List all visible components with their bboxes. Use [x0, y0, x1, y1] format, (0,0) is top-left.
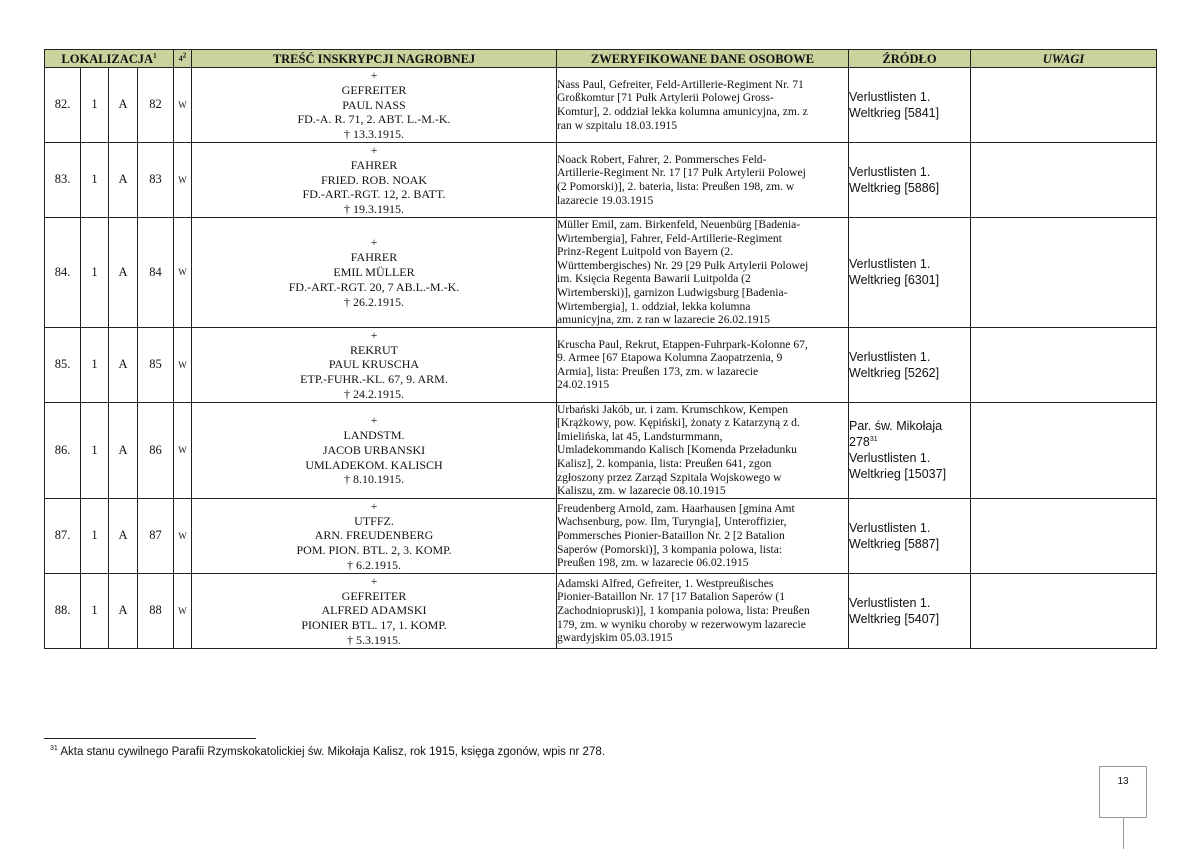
- table-row: [45, 142, 1157, 217]
- inscription-line: † 6.2.1915.: [347, 558, 401, 573]
- source-cell: [849, 217, 971, 327]
- inscription-line: PAUL NASS: [342, 97, 406, 112]
- location-row: A: [109, 142, 138, 217]
- verified-data-cell: [557, 402, 849, 498]
- inscription-line: FD.-A. R. 71, 2. ABT. L.-M.-K.: [297, 112, 451, 127]
- location-row: A: [109, 402, 138, 498]
- source-cell: [849, 68, 971, 143]
- location-sector: 1: [81, 402, 109, 498]
- burial-register-table: [44, 49, 1157, 649]
- data-line: Pionier-Bataillon Nr. 17 [17 Batalion Saperów (1: [557, 590, 786, 604]
- data-line: Imielińska, lat 45, Landsturmmann,: [557, 429, 723, 443]
- inscription-line: FAHRER: [350, 250, 398, 265]
- remarks-cell: [971, 498, 1157, 573]
- data-line: Kaliszu, zm. w lazarecie 08.10.1915: [557, 484, 726, 498]
- location-grave: 85: [138, 327, 174, 402]
- location-row: A: [109, 217, 138, 327]
- inscription-cell: [192, 142, 557, 217]
- row-number: 85.: [45, 327, 81, 402]
- data-line: [Krążkowy, pow. Kępiński], żonaty z Katarzyną z d.: [557, 416, 800, 430]
- source-line: Weltkrieg [5841]: [849, 105, 940, 120]
- data-line: Artillerie-Regiment Nr. 17 [17 Pułk Artylerii Polowej: [557, 166, 806, 180]
- data-line: Wachsenburg, pow. Ilm, Turyngia], Unteroffizier,: [557, 515, 787, 529]
- inscription-line: LANDSTM.: [343, 428, 405, 443]
- verified-data-cell: [557, 217, 849, 327]
- inscription-cell: [192, 68, 557, 143]
- row-number: 86.: [45, 402, 81, 498]
- inscription-line: † 19.3.1915.: [344, 202, 404, 217]
- source-line: [849, 434, 970, 450]
- inscription-line: † 8.10.1915.: [344, 472, 404, 487]
- grave-type: W: [174, 142, 192, 217]
- data-line: Urbański Jakób, ur. i zam. Krumschkow, Kempen: [557, 402, 789, 416]
- inscription-line: REKRUT: [350, 342, 398, 357]
- data-line: Armia], lista: Preußen 173, zm. w lazarecie: [557, 364, 759, 378]
- source-line: Verlustlisten 1.: [849, 520, 931, 535]
- inscription-line: FD.-ART.-RGT. 12, 2. BATT.: [302, 187, 446, 202]
- inscription-line: +: [370, 68, 378, 82]
- source-line: Weltkrieg [6301]: [849, 273, 940, 288]
- data-line: Müller Emil, zam. Birkenfeld, Neuenbürg [Badenia-: [557, 217, 801, 231]
- footnote-divider: [44, 738, 256, 739]
- inscription-line: +: [370, 573, 378, 588]
- header-zrodlo: ŹRÓDŁO: [849, 50, 971, 68]
- table-row: [45, 327, 1157, 402]
- location-grave: 87: [138, 498, 174, 573]
- location-sector: 1: [81, 498, 109, 573]
- inscription-line: † 13.3.1915.: [344, 127, 404, 142]
- inscription-line: ARN. FREUDENBERG: [314, 528, 434, 543]
- header-tresc: TREŚĆ INSKRYPCJI NAGROBNEJ: [192, 50, 557, 68]
- remarks-cell: [971, 68, 1157, 143]
- data-line: Wirtemberski)], garnizon Ludwigsburg [Badenia-: [557, 285, 788, 299]
- row-number: 84.: [45, 217, 81, 327]
- verified-data-cell: [557, 327, 849, 402]
- footnote-number: 31: [50, 745, 58, 753]
- data-line: 9. Armee [67 Etapowa Kolumna Zaopatrzenia, 9: [557, 351, 783, 365]
- inscription-line: PIONIER BTL. 17, 1. KOMP.: [301, 618, 447, 633]
- location-row: A: [109, 68, 138, 143]
- data-line: Nass Paul, Gefreiter, Feld-Artillerie-Regiment Nr. 71: [557, 77, 804, 91]
- inscription-line: GEFREITER: [341, 588, 407, 603]
- source-cell: [849, 498, 971, 573]
- data-line: Preußen 198, zm. w lazarecie 06.02.1915: [557, 556, 749, 570]
- inscription-line: PAUL KRUSCHA: [328, 357, 420, 372]
- data-line: ran w szpitalu 18.03.1915: [557, 118, 678, 132]
- row-number: 88.: [45, 573, 81, 648]
- table-row: [45, 498, 1157, 573]
- inscription-cell: [192, 402, 557, 498]
- inscription-line: ALFRED ADAMSKI: [321, 603, 427, 618]
- data-line: zgłoszony przez Zarząd Szpitala Wojskowego w: [557, 470, 782, 484]
- location-row: A: [109, 498, 138, 573]
- data-line: Zachodniopruski)], 1 kompania polowa, lista: Preußen: [557, 604, 810, 618]
- source-line: Verlustlisten 1.: [849, 257, 931, 272]
- footnote: [50, 746, 605, 758]
- source-cell: [849, 142, 971, 217]
- location-row: A: [109, 573, 138, 648]
- source-line: Verlustlisten 1.: [849, 89, 931, 104]
- inscription-line: UMLADEKOM. KALISCH: [305, 457, 443, 472]
- grave-type: W: [174, 327, 192, 402]
- inscription-line: FAHRER: [350, 157, 398, 172]
- location-grave: 83: [138, 142, 174, 217]
- inscription-line: FD.-ART.-RGT. 20, 7 AB.L.-M.-K.: [288, 279, 460, 294]
- data-line: 24.02.1915: [557, 378, 610, 392]
- remarks-cell: [971, 402, 1157, 498]
- data-line: lazarecie 19.03.1915: [557, 193, 654, 207]
- footnote-text: Akta stanu cywilnego Parafii Rzymskokatolickiej św. Mikołaja Kalisz, rok 1915, księga zgonów, wpis nr 278.: [57, 746, 605, 758]
- inscription-line: ETP.-FUHR.-KL. 67, 9. ARM.: [300, 372, 448, 387]
- location-sector: 1: [81, 68, 109, 143]
- header-row: [45, 50, 1157, 68]
- location-row: A: [109, 327, 138, 402]
- grave-type: W: [174, 217, 192, 327]
- data-line: im. Księcia Regenta Bawarii Luitpolda (2: [557, 272, 751, 286]
- row-number: 82.: [45, 68, 81, 143]
- data-line: Prinz-Regent Luitpold von Bayern (2.: [557, 245, 734, 259]
- inscription-line: +: [370, 235, 378, 250]
- location-sector: 1: [81, 217, 109, 327]
- page-number-line: [1123, 818, 1124, 849]
- data-line: Umladekommando Kalisch [Komenda Przeładunku: [557, 443, 797, 457]
- source-cell: [849, 402, 971, 498]
- inscription-line: +: [370, 498, 378, 513]
- page-number: 13: [1117, 776, 1129, 787]
- data-line: Noack Robert, Fahrer, 2. Pommersches Feld-: [557, 152, 767, 166]
- header-lokalizacja: LOKALIZACJA$^1$: [45, 50, 174, 68]
- table-row: [45, 573, 1157, 648]
- grave-type: W: [174, 68, 192, 143]
- location-grave: 86: [138, 402, 174, 498]
- inscription-cell: [192, 498, 557, 573]
- source-line: Weltkrieg [5886]: [849, 180, 940, 195]
- location-sector: 1: [81, 142, 109, 217]
- inscription-line: +: [370, 413, 378, 428]
- table-row: [45, 217, 1157, 327]
- data-line: Freudenberg Arnold, zam. Haarhausen [gmina Amt: [557, 501, 795, 515]
- data-line: Großkomtur [71 Pułk Artylerii Polowej Gross-: [557, 91, 774, 105]
- data-line: Pommersches Pionier-Bataillon Nr. 2 [2 Batalion: [557, 529, 785, 543]
- inscription-cell: [192, 573, 557, 648]
- source-line: Verlustlisten 1.: [849, 349, 931, 364]
- row-number: 83.: [45, 142, 81, 217]
- inscription-line: † 5.3.1915.: [347, 633, 401, 648]
- data-line: 179, zm. w wyniku choroby w rezerwowym lazarecie: [557, 617, 806, 631]
- remarks-cell: [971, 573, 1157, 648]
- source-line: Par. św. Mikołaja: [849, 419, 943, 434]
- verified-data-cell: [557, 142, 849, 217]
- remarks-cell: [971, 142, 1157, 217]
- data-line: Kruscha Paul, Rekrut, Etappen-Fuhrpark-Kolonne 67,: [557, 337, 808, 351]
- header-dane: ZWERYFIKOWANE DANE OSOBOWE: [557, 50, 849, 68]
- inscription-line: † 24.2.1915.: [344, 386, 404, 401]
- source-cell: [849, 327, 971, 402]
- header-uwagi: UWAGI: [971, 50, 1157, 68]
- page-number-box: [1099, 766, 1147, 818]
- inscription-line: +: [370, 327, 378, 342]
- inscription-line: JACOB URBANSKI: [322, 442, 426, 457]
- source-line: Weltkrieg [15037]: [849, 467, 947, 482]
- location-sector: 1: [81, 327, 109, 402]
- location-grave: 84: [138, 217, 174, 327]
- header-col4: $4^2$: [174, 50, 192, 68]
- inscription-line: UTFFZ.: [354, 513, 394, 528]
- inscription-line: EMIL MÜLLER: [333, 264, 415, 279]
- footnote-ref[interactable]: 31: [869, 436, 878, 444]
- data-line: Komtur], 2. oddział lekka kolumna amunicyjna, zm. z: [557, 104, 808, 118]
- location-grave: 88: [138, 573, 174, 648]
- data-line: Wirtembergia], 1. oddział, lekka kolumna: [557, 299, 751, 313]
- data-line: amunicyjna, zm. z ran w lazarecie 26.02.1915: [557, 313, 771, 327]
- location-grave: 82: [138, 68, 174, 143]
- source-line: Weltkrieg [5887]: [849, 536, 940, 551]
- inscription-line: +: [370, 142, 378, 157]
- remarks-cell: [971, 327, 1157, 402]
- data-line: (2 Pomorski)], 2. bateria, lista: Preußen 198, zm. w: [557, 179, 795, 193]
- table-row: [45, 68, 1157, 143]
- source-line: Verlustlisten 1.: [849, 595, 931, 610]
- inscription-line: GEFREITER: [341, 82, 407, 97]
- source-line: Verlustlisten 1.: [849, 164, 931, 179]
- source-line: Verlustlisten 1.: [849, 451, 931, 466]
- data-line: Adamski Alfred, Gefreiter, 1. Westpreußisches: [557, 576, 774, 590]
- data-line: Württembergisches) Nr. 29 [29 Pułk Artylerii Polowej: [557, 258, 809, 272]
- grave-type: W: [174, 498, 192, 573]
- verified-data-cell: [557, 498, 849, 573]
- verified-data-cell: [557, 573, 849, 648]
- grave-type: W: [174, 573, 192, 648]
- location-sector: 1: [81, 573, 109, 648]
- inscription-cell: [192, 217, 557, 327]
- inscription-line: FRIED. ROB. NOAK: [320, 172, 427, 187]
- table-row: [45, 402, 1157, 498]
- inscription-cell: [192, 327, 557, 402]
- row-number: 87.: [45, 498, 81, 573]
- data-line: Wirtembergia], Fahrer, Feld-Artillerie-Regiment: [557, 231, 782, 245]
- source-cell: [849, 573, 971, 648]
- data-line: Saperów (Pomorski)], 3 kompania polowa, lista:: [557, 542, 783, 556]
- verified-data-cell: [557, 68, 849, 143]
- data-line: Kalisz], 2. kompania, lista: Preußen 641, zgon: [557, 457, 772, 471]
- source-ref: 278: [849, 435, 870, 450]
- source-line: Weltkrieg [5407]: [849, 611, 940, 626]
- inscription-line: † 26.2.1915.: [344, 294, 404, 309]
- inscription-line: POM. PION. BTL. 2, 3. KOMP.: [296, 543, 452, 558]
- source-line: Weltkrieg [5262]: [849, 365, 940, 380]
- data-line: gwardyjskim 05.03.1915: [557, 631, 673, 645]
- remarks-cell: [971, 217, 1157, 327]
- grave-type: W: [174, 402, 192, 498]
